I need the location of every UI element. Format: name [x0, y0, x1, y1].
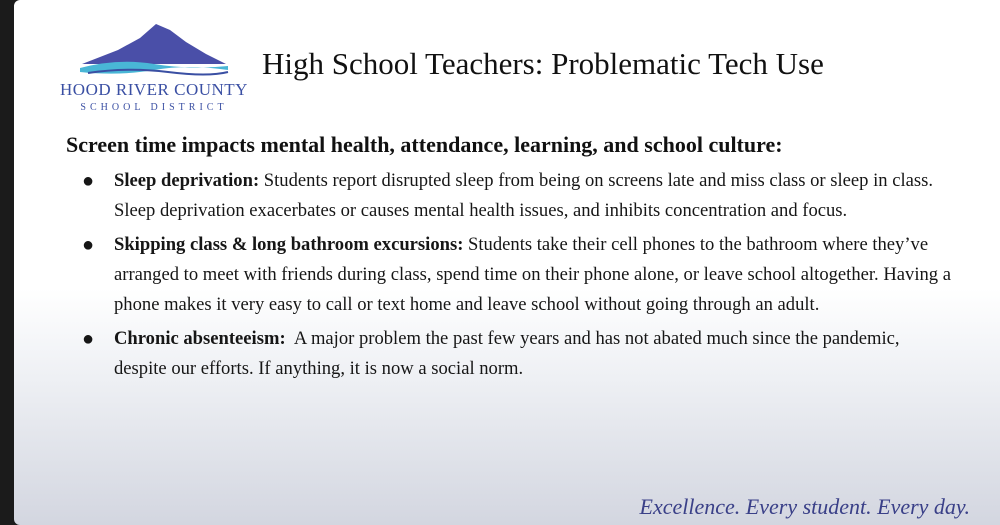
- bullet-dot-icon: ●: [82, 234, 95, 256]
- bullet-list: [76, 166, 956, 388]
- mountain-logo-icon: [78, 20, 230, 80]
- bullet-item-sleep: [76, 166, 956, 226]
- logo-district-subtitle: SCHOOL DISTRICT: [80, 102, 228, 113]
- bullet-dot-icon: ●: [82, 170, 95, 192]
- bullet-text: Students take their cell phones to the bathroom where they’ve arranged to meet with friends during class, spend time on their phone alone, or leave school altogether. Having a phone makes it very easy to call or text home and leave school without going through an adult.: [114, 234, 951, 315]
- bullet-text: A major problem the past few years and has not abated much since the pandemic, despite our efforts. If anything, it is now a social norm.: [114, 328, 905, 379]
- bullet-term: Chronic absenteeism:: [114, 328, 286, 349]
- bullet-term: Sleep deprivation:: [114, 170, 260, 191]
- bullet-item-skipping: [76, 230, 956, 320]
- bullet-dot-icon: ●: [82, 328, 95, 350]
- bullet-text: Students report disrupted sleep from being on screens late and miss class or sleep in class. Sleep deprivation exacerbates or causes mental health issues, and inhibits concentration and focus.: [114, 170, 934, 221]
- slide-heading: Screen time impacts mental health, attendance, learning, and school culture:: [66, 132, 783, 157]
- logo-district-name: HOOD RIVER COUNTY: [60, 80, 248, 99]
- slide-tagline: Excellence. Every student. Every day.: [639, 494, 970, 519]
- presentation-slide: [14, 0, 1000, 525]
- bullet-item-absenteeism: [76, 324, 956, 384]
- bullet-term: Skipping class & long bathroom excursions:: [114, 234, 464, 255]
- district-logo: [54, 20, 254, 115]
- slide-title: High School Teachers: Problematic Tech Use: [262, 46, 824, 81]
